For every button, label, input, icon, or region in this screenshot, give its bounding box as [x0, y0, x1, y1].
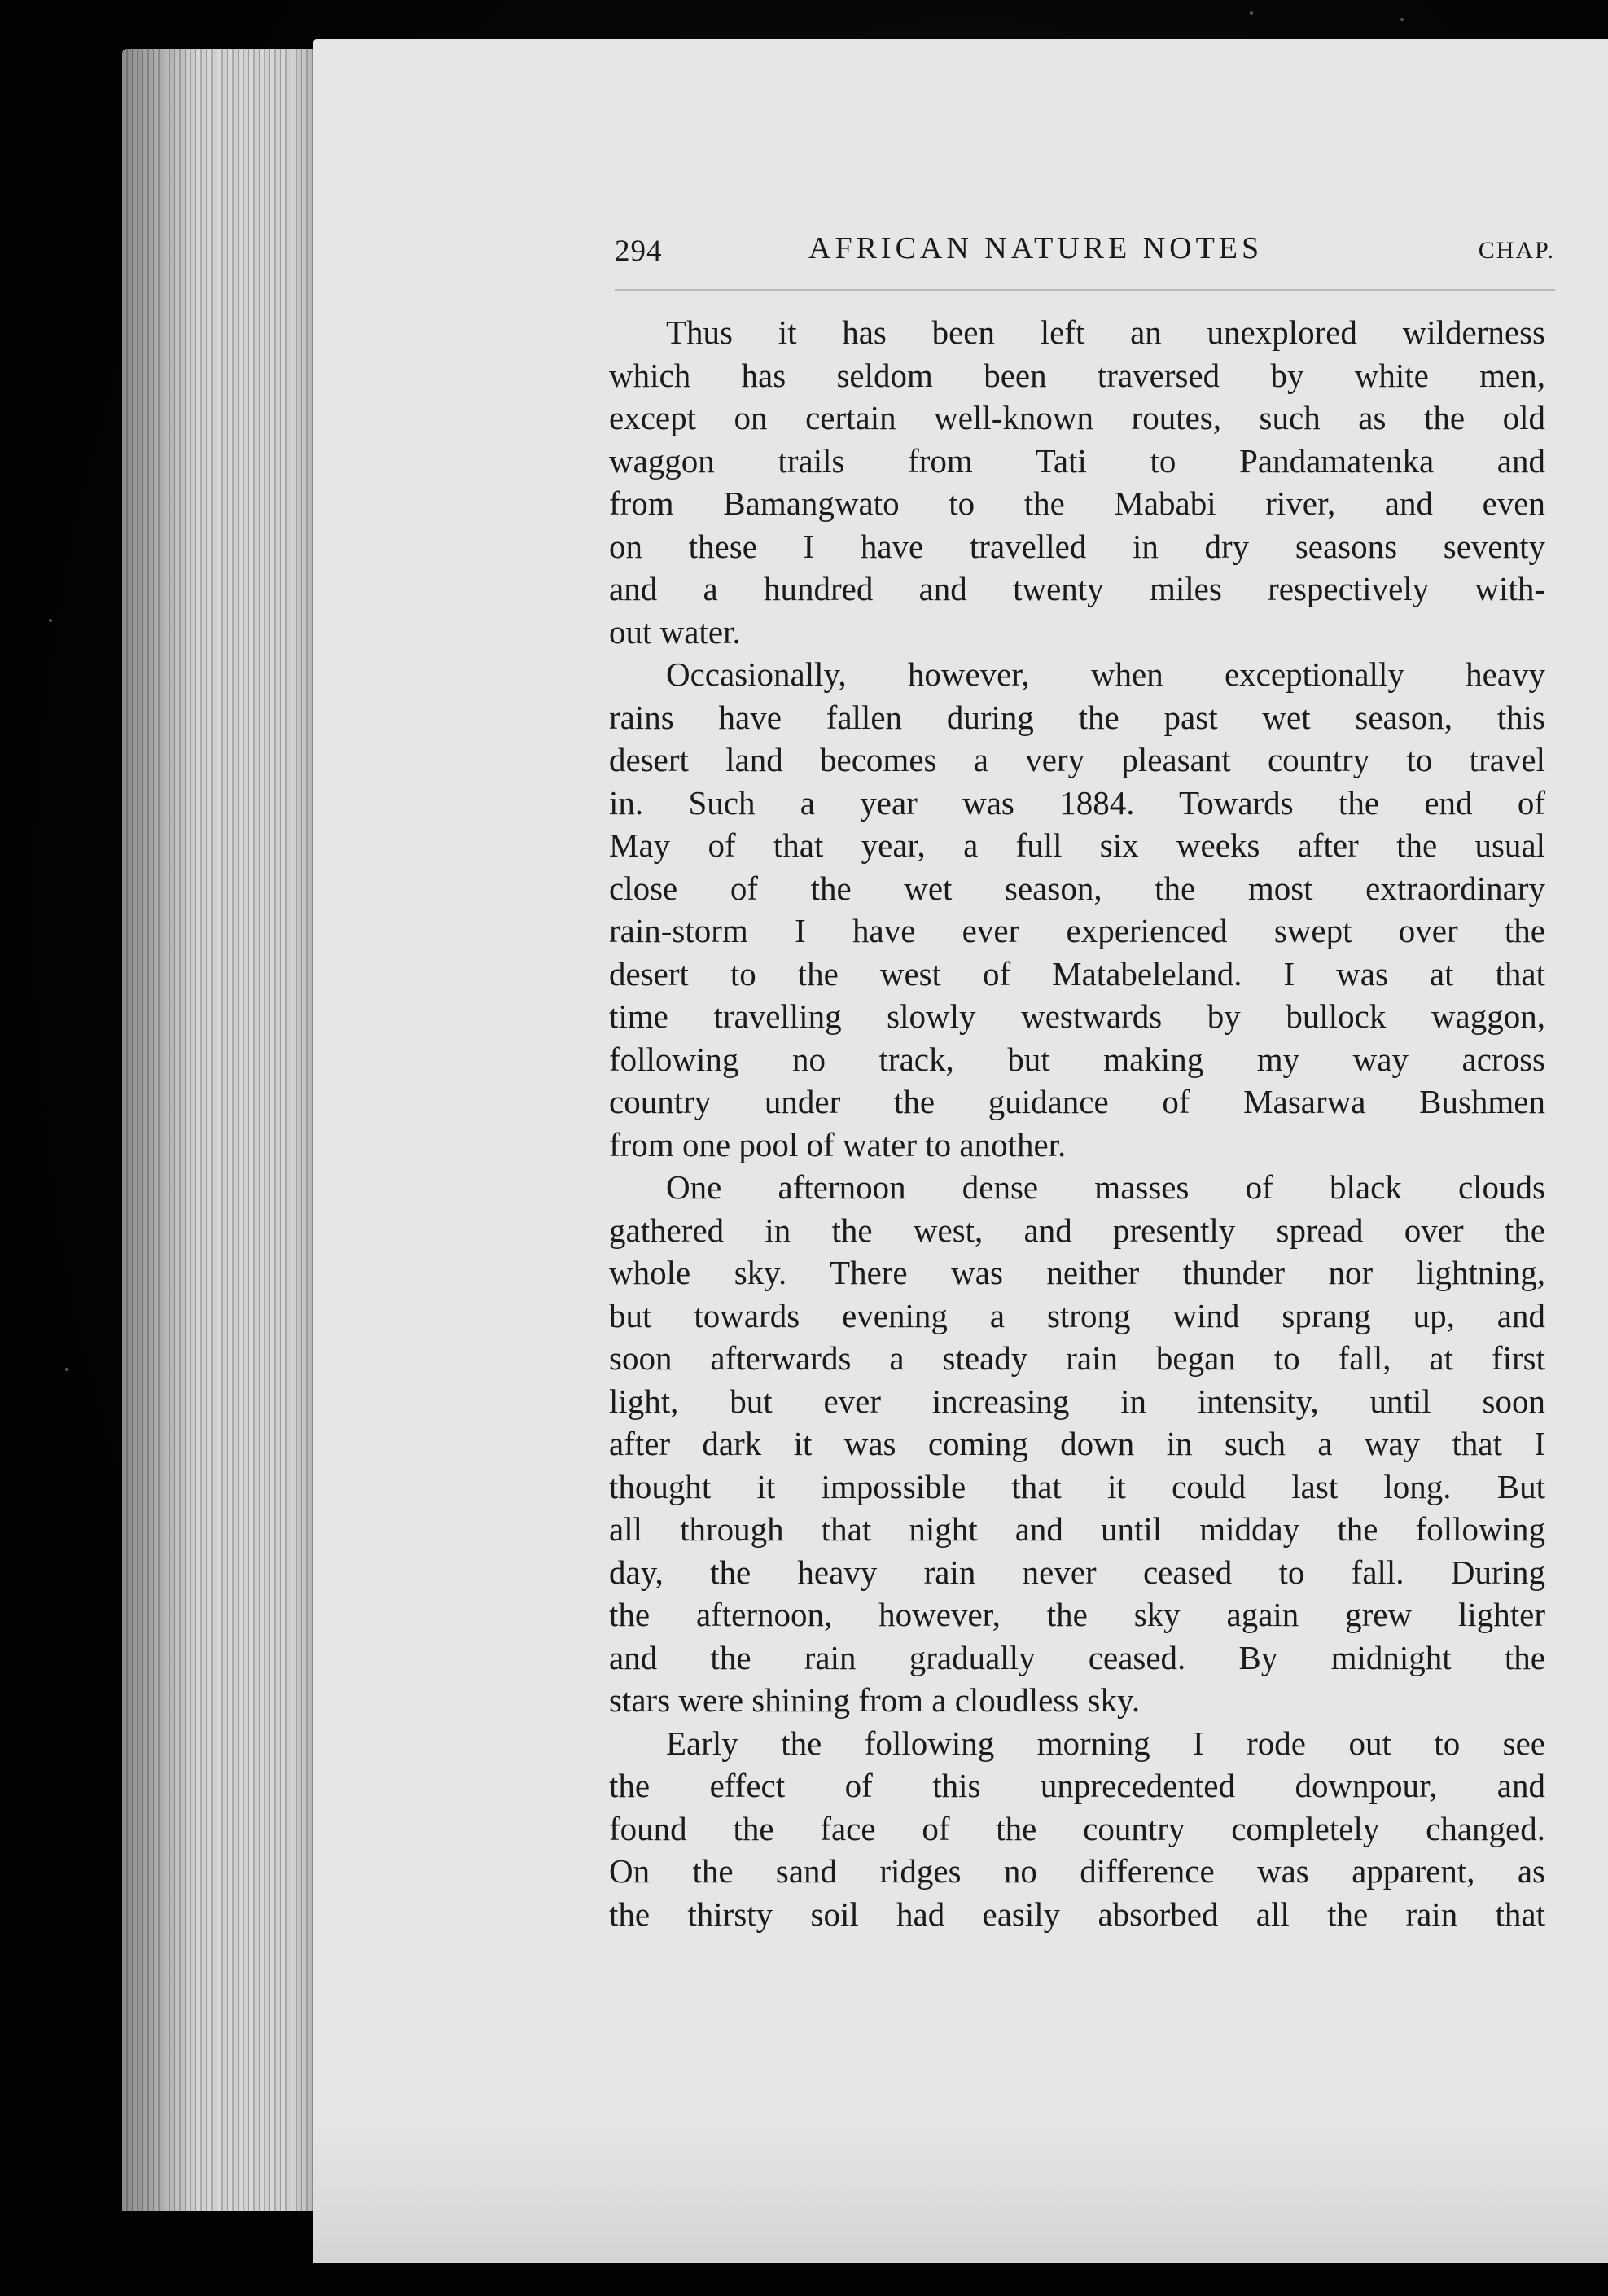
header-rule [615, 289, 1555, 291]
text-line: Thus it has been left an unexplored wilderness [666, 313, 1545, 351]
text-line: On the sand ridges no difference was apparent, as [609, 1852, 1545, 1890]
text-line: waggon trails from Tati to Pandamatenka and [609, 441, 1545, 480]
page-number: 294 [615, 234, 663, 268]
body-text [609, 311, 1545, 1935]
running-title: AFRICAN NATURE NOTES [808, 231, 1264, 265]
dust-speck [49, 619, 52, 622]
text-line: from one pool of water to another. [609, 1125, 1067, 1163]
page-shade [313, 2117, 1608, 2263]
text-line: rain-storm I have ever experienced swept over the [609, 912, 1545, 949]
text-line: out water. [609, 612, 741, 651]
text-line: all through that night and until midday the following [609, 1510, 1545, 1548]
text-line: whole sky. There was neither thunder nor lightning, [609, 1254, 1545, 1291]
text-line: the thirsty soil had easily absorbed all the rain that [609, 1895, 1545, 1933]
dust-speck [65, 1368, 68, 1371]
dust-speck [1400, 18, 1404, 21]
text-line: except on certain well-known routes, such as the old [609, 399, 1545, 436]
text-line: soon afterwards a steady rain began to fall, at first [609, 1339, 1545, 1377]
text-line: rains have fallen during the past wet season, this [609, 698, 1545, 736]
text-line: Early the following morning I rode out to see [666, 1724, 1545, 1762]
text-line: One afternoon dense masses of black clouds [666, 1168, 1545, 1206]
text-line: close of the wet season, the most extraordinary [609, 869, 1545, 907]
text-line: stars were shining from a cloudless sky. [609, 1681, 1141, 1719]
text-line: and the rain gradually ceased. By midnight the [609, 1638, 1545, 1676]
text-line: from Bamangwato to the Mababi river, and even [609, 484, 1545, 522]
text-line: desert land becomes a very pleasant country to travel [609, 741, 1545, 778]
text-line: country under the guidance of Masarwa Bushmen [609, 1083, 1545, 1120]
text-line: gathered in the west, and presently spread over the [609, 1211, 1545, 1249]
book-page-edges-shadow [122, 49, 342, 2211]
text-line: following no track, but making my way across [609, 1040, 1545, 1078]
running-header [615, 231, 1555, 283]
text-line: May of that year, a full six weeks after the usual [609, 826, 1545, 864]
text-line: the effect of this unprecedented downpour, and [609, 1767, 1545, 1804]
text-line: but towards evening a strong wind sprang up, and [609, 1296, 1545, 1334]
text-line: thought it impossible that it could last long. But [609, 1467, 1545, 1505]
text-line: time travelling slowly westwards by bullock waggon, [609, 997, 1545, 1035]
chapter-label: CHAP. [1478, 237, 1555, 264]
text-line: the afternoon, however, the sky again grew lighter [609, 1596, 1545, 1633]
text-line: Occasionally, however, when exceptionally heavy [666, 655, 1545, 693]
text-line: on these I have travelled in dry seasons seventy [609, 527, 1545, 565]
text-line: found the face of the country completely changed. [609, 1809, 1545, 1847]
dust-speck [1250, 11, 1253, 15]
text-line: in. Such a year was 1884. Towards the end of [609, 783, 1545, 822]
text-line: which has seldom been traversed by white men, [609, 356, 1545, 394]
text-line: light, but ever increasing in intensity, until soon [609, 1382, 1545, 1420]
text-line: desert to the west of Matabeleland. I was at that [609, 954, 1545, 992]
text-line: and a hundred and twenty miles respectively with- [609, 570, 1545, 607]
text-line: after dark it was coming down in such a way that I [609, 1425, 1545, 1462]
text-line: day, the heavy rain never ceased to fall. During [609, 1553, 1545, 1591]
